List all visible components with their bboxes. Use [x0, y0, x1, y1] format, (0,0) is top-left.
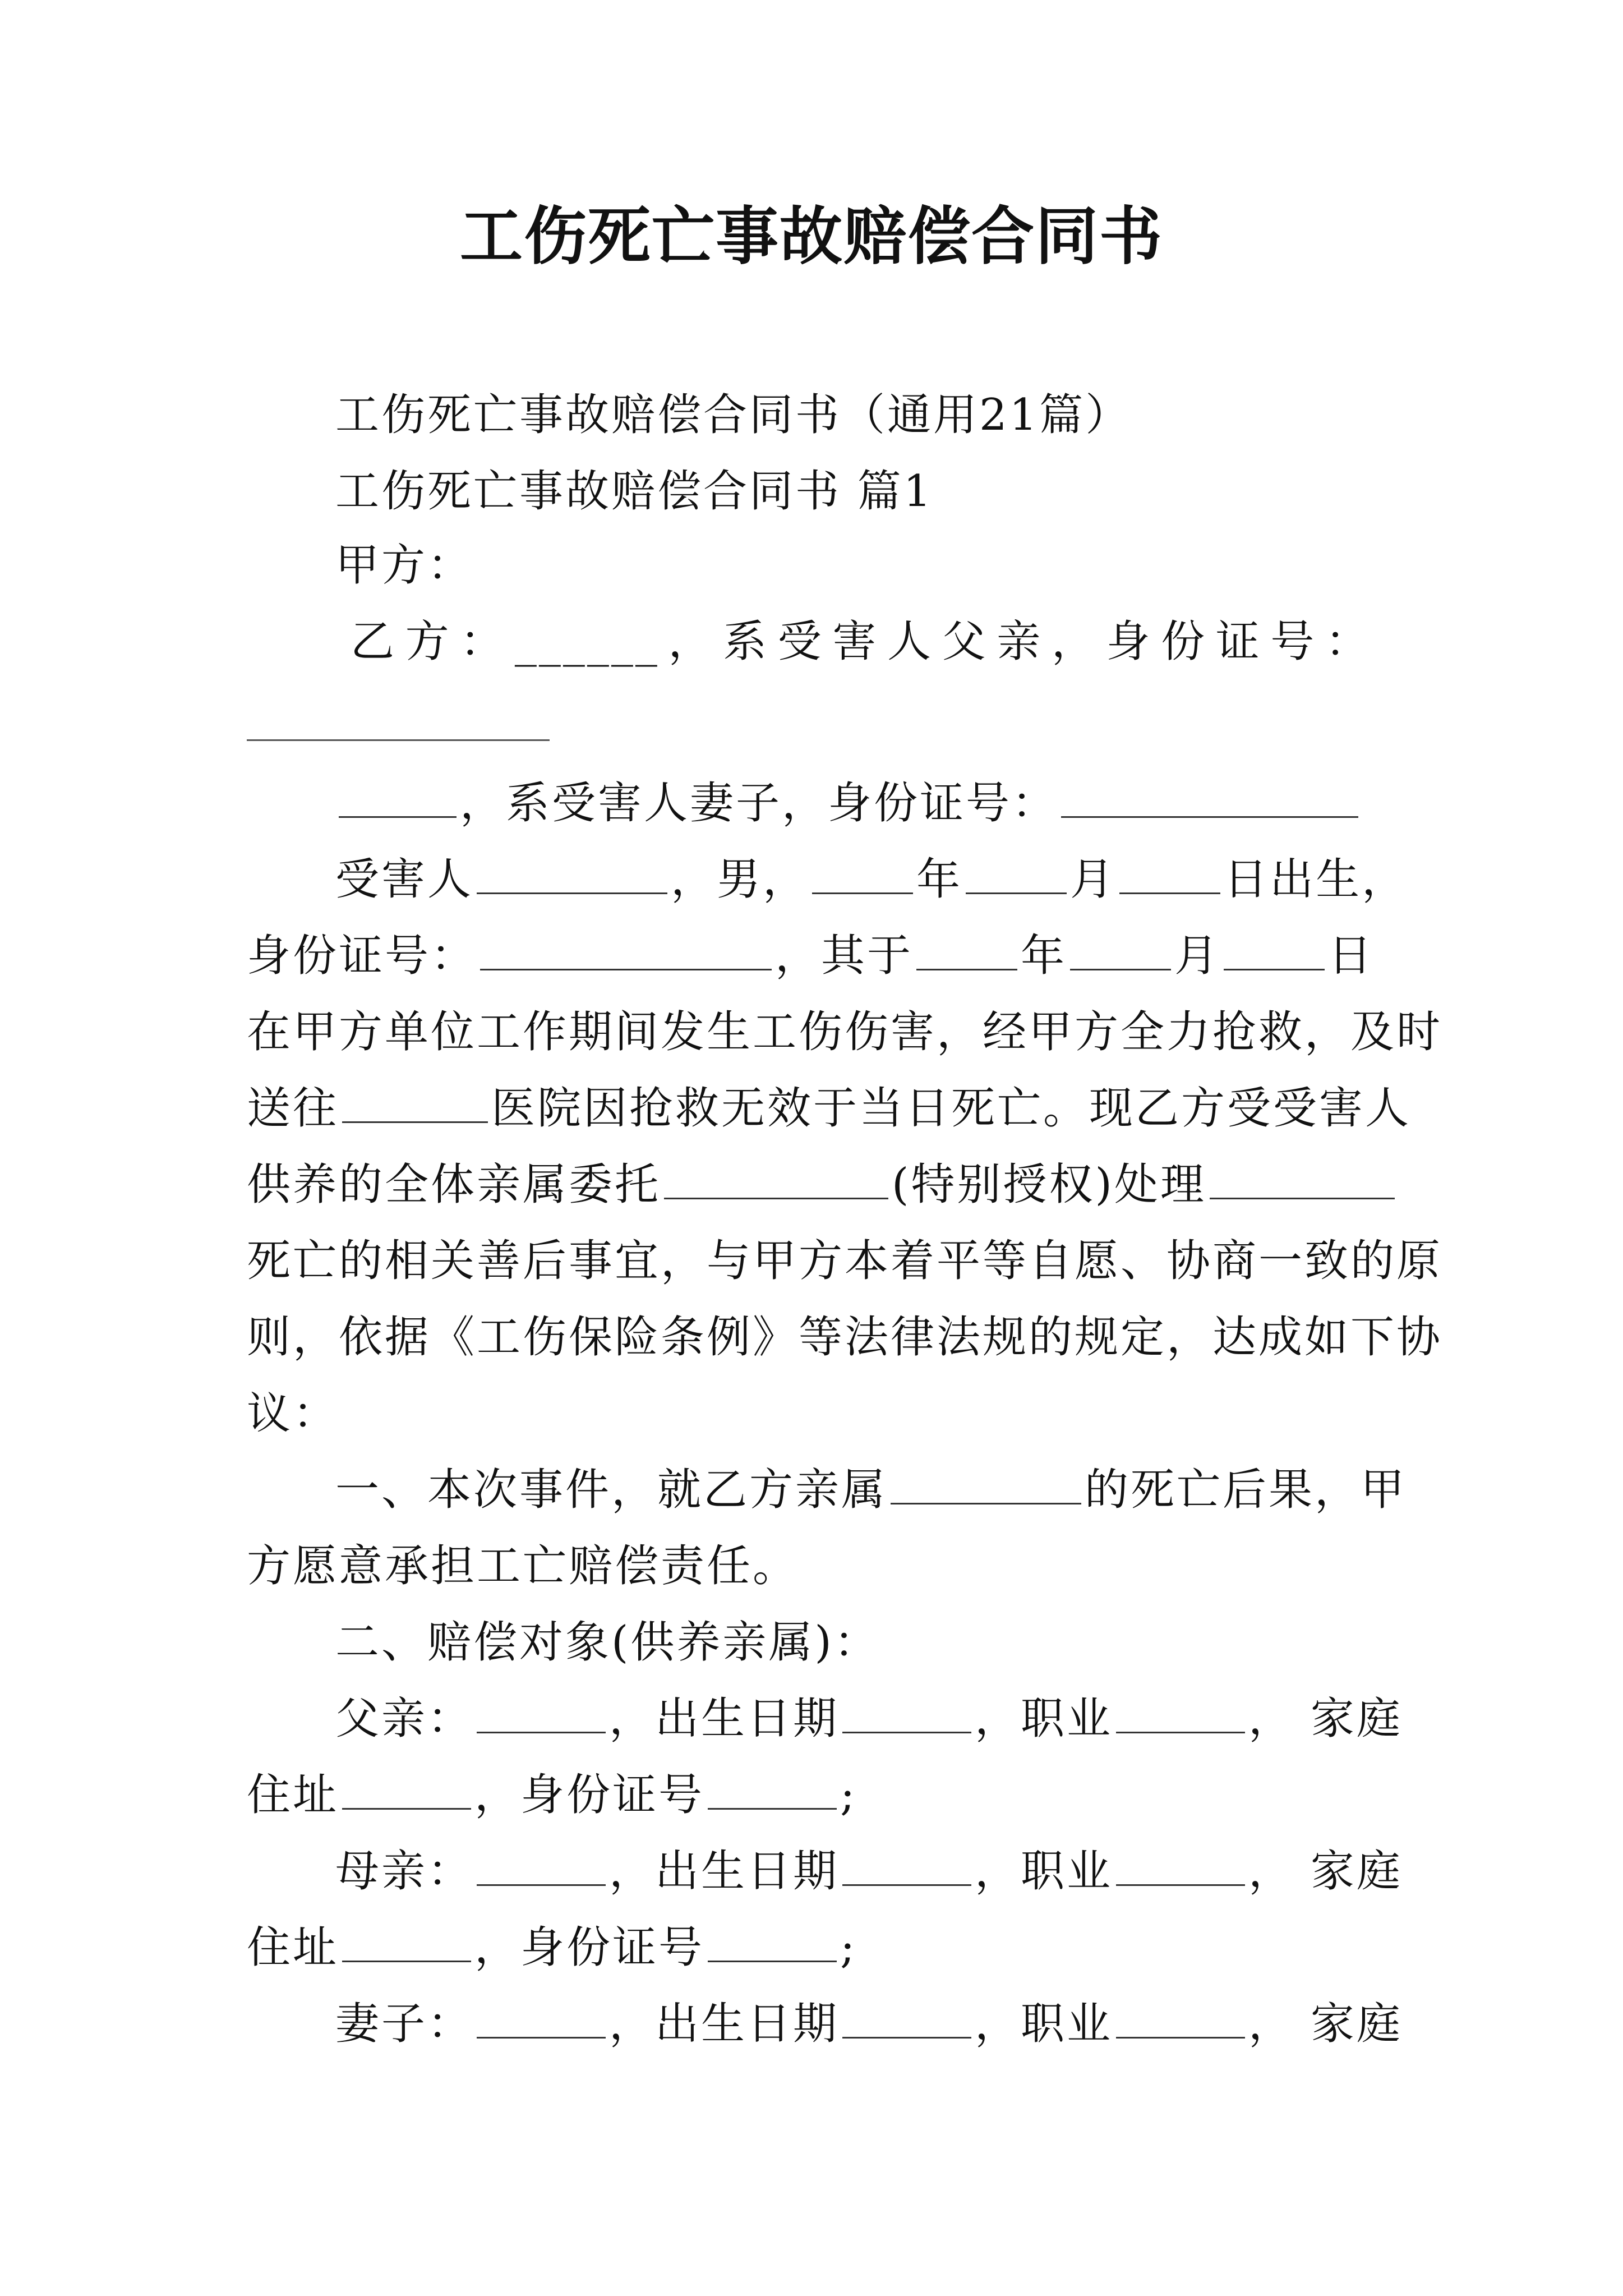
victim-line-6: 死亡的相关善后事宜，与甲方本着平等自愿、协商一致的原: [247, 1236, 1443, 1286]
agent-blank: [664, 1157, 888, 1199]
party-b-char: ：: [460, 616, 506, 667]
name-blank: [339, 776, 457, 818]
birth-blank: [842, 1844, 971, 1886]
id-blank: [1061, 776, 1358, 818]
text: ， 家庭: [1248, 1846, 1403, 1897]
mother-line-2: [247, 1920, 857, 1976]
party-b-line: [351, 614, 1371, 670]
month-blank: [966, 852, 1067, 894]
text: ， 家庭: [1248, 1694, 1403, 1744]
victim-line-2: [247, 928, 1374, 984]
party-b-char: 身: [1106, 616, 1152, 667]
party-a-label: 甲方：: [335, 540, 474, 591]
text: (特别授权)处理: [892, 1159, 1206, 1210]
text: ;: [840, 1922, 857, 1973]
party-b-char: 系: [723, 616, 769, 667]
victim-line-7: 则，依据《工伤保险条例》等法律法规的规定，达成如下协: [247, 1312, 1443, 1363]
year-blank: [812, 852, 913, 894]
job-blank: [1116, 1996, 1245, 2039]
name-blank: [477, 1844, 606, 1886]
text: 年: [1021, 931, 1067, 981]
text: ，出生日期: [609, 1694, 840, 1744]
party-b-char: 方: [405, 616, 451, 667]
party-b-char: 受: [777, 616, 824, 667]
text: ，其于: [775, 931, 914, 981]
text: 住址: [247, 1770, 339, 1820]
item-1-line-1: [335, 1462, 1407, 1518]
victim-line-5: [247, 1157, 1398, 1213]
father-line-1: [335, 1691, 1403, 1747]
name-blank: [477, 1996, 606, 2039]
relative-blank: [891, 1462, 1081, 1504]
wife-line: [335, 775, 1362, 831]
address-blank: [342, 1768, 471, 1810]
item-2-heading: 二、赔偿对象(供养亲属)：: [335, 1617, 880, 1668]
party-b-char: 害: [832, 616, 879, 667]
text: ，出生日期: [609, 1846, 840, 1897]
wife-line-1: [335, 1996, 1403, 2052]
text: 身份证号：: [247, 931, 477, 981]
text: 妻子：: [335, 1999, 474, 2049]
job-blank: [1116, 1691, 1245, 1733]
id-blank: [708, 1768, 837, 1810]
text: 受害人: [335, 854, 474, 905]
address-blank: [342, 1920, 471, 1962]
party-b-char: 号: [1270, 616, 1317, 667]
party-b-char: ，: [668, 616, 714, 667]
text: ，职业: [975, 1999, 1113, 2049]
text: 送往: [247, 1083, 339, 1134]
party-b-char: ：: [1325, 616, 1371, 667]
year-blank: [916, 928, 1017, 970]
text: ，职业: [975, 1846, 1113, 1897]
wife-line-text: ，系受害人妻子，身份证号：: [460, 778, 1058, 829]
id-blank: [708, 1920, 837, 1962]
section-heading: 工伤死亡事故赔偿合同书 篇1: [335, 466, 934, 517]
deceased-blank: [1210, 1157, 1395, 1199]
victim-line-1: [335, 852, 1408, 908]
victim-line-4: [247, 1080, 1411, 1137]
month-blank: [1070, 928, 1171, 970]
text: ，身份证号: [474, 1770, 705, 1820]
text: ， 家庭: [1248, 1999, 1403, 2049]
id-blank: [480, 928, 772, 970]
text: 的死亡后果，甲: [1085, 1465, 1407, 1515]
party-b-char: 父: [942, 616, 988, 667]
text: 年: [916, 854, 963, 905]
party-b-blank: ______: [514, 616, 660, 667]
item-1-line-2: 方愿意承担工亡赔偿责任。: [247, 1541, 799, 1591]
party-b-char: 份: [1161, 616, 1207, 667]
text: 供养的全体亲属委托: [247, 1159, 661, 1210]
text: 母亲：: [335, 1846, 474, 1897]
mother-line-1: [335, 1843, 1403, 1899]
text: 日出生，: [1224, 854, 1408, 905]
id-number-blank: [247, 739, 550, 741]
text: ;: [840, 1770, 857, 1820]
text: 住址: [247, 1922, 339, 1973]
text: ，男，: [671, 854, 809, 905]
name-blank: [477, 1691, 606, 1733]
name-blank: [477, 852, 667, 894]
father-line-2: [247, 1767, 857, 1823]
day-blank: [1119, 852, 1220, 894]
text: 一、本次事件，就乙方亲属: [335, 1465, 888, 1515]
party-b-char: 亲: [997, 616, 1043, 667]
job-blank: [1116, 1844, 1245, 1886]
birth-blank: [842, 1996, 971, 2039]
party-b-char: ，: [1051, 616, 1098, 667]
text: 父亲：: [335, 1694, 474, 1744]
document-title: 工伤死亡事故赔偿合同书: [460, 200, 1163, 273]
party-b-char: 人: [887, 616, 933, 667]
text: 月: [1070, 854, 1117, 905]
party-b-char: 乙: [351, 616, 397, 667]
text: 医院因抢救无效于当日死亡。现乙方受受害人: [491, 1083, 1412, 1134]
day-blank: [1224, 928, 1325, 970]
text: ，身份证号: [474, 1922, 705, 1973]
text: ，职业: [975, 1694, 1113, 1744]
birth-blank: [842, 1691, 971, 1733]
hospital-blank: [342, 1081, 488, 1123]
victim-line-8: 议：: [247, 1388, 339, 1439]
victim-line-3: 在甲方单位工作期间发生工伤伤害，经甲方全力抢救，及时: [247, 1007, 1443, 1057]
text: 月: [1174, 931, 1221, 981]
document-subtitle: 工伤死亡事故赔偿合同书（通用21篇）: [335, 390, 1132, 440]
party-b-char: 证: [1215, 616, 1262, 667]
text: 日: [1328, 931, 1375, 981]
text: ，出生日期: [609, 1999, 840, 2049]
